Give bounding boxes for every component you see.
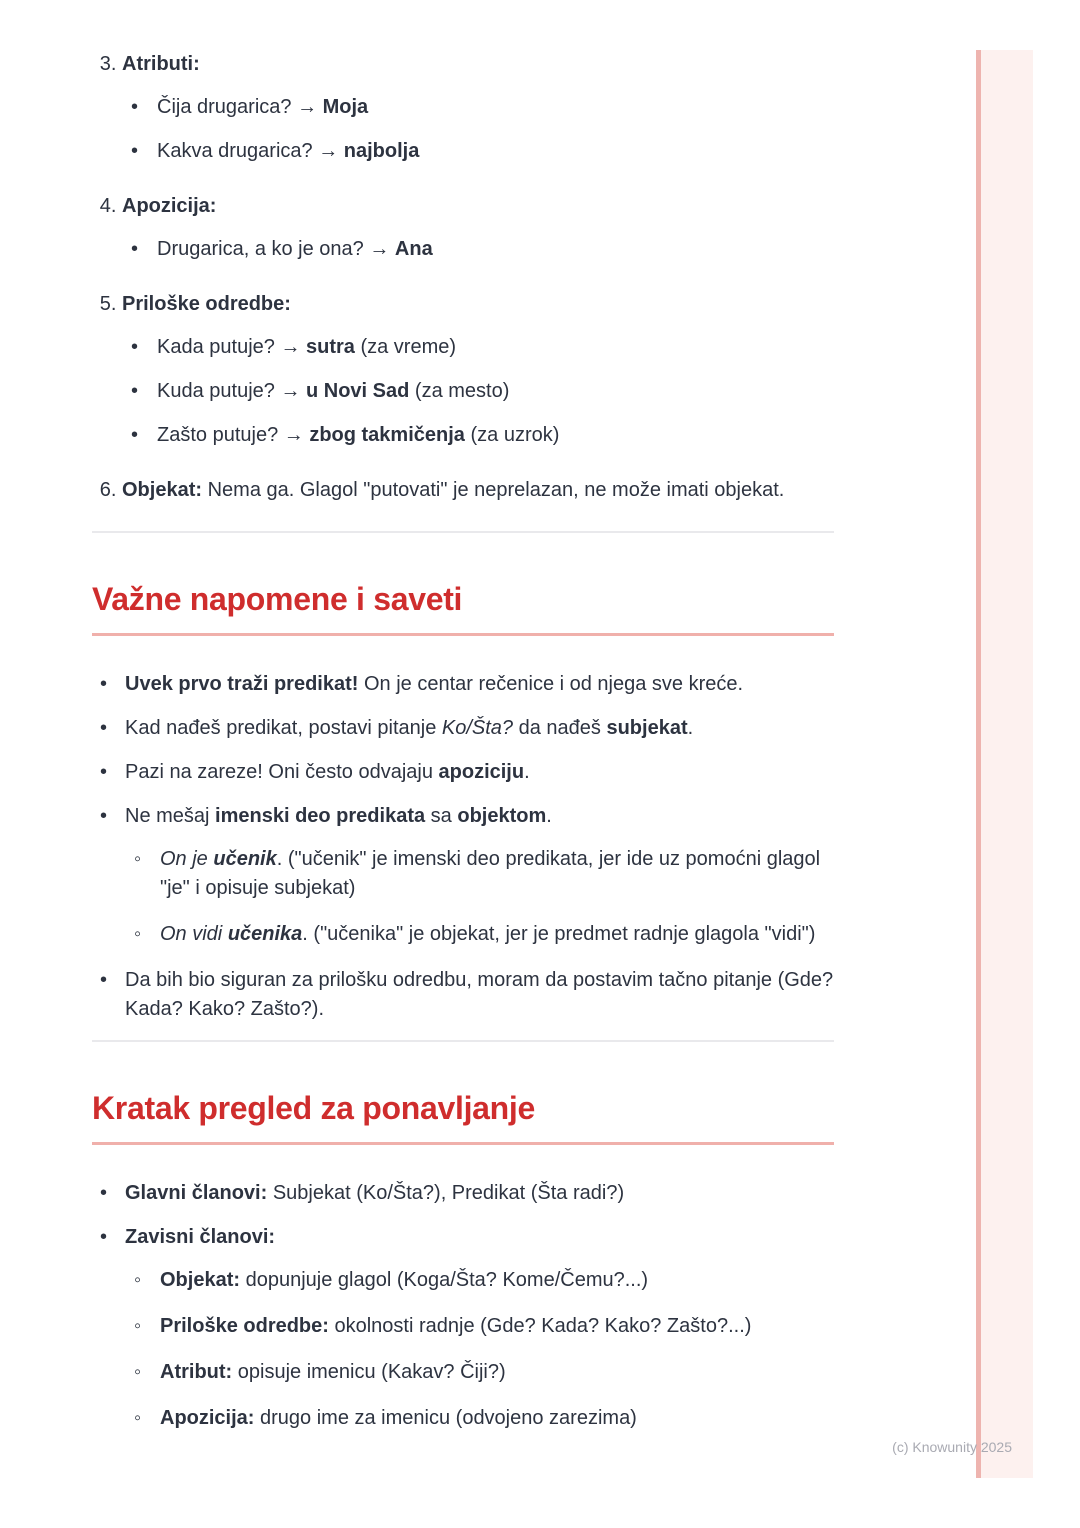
text-segment: učenika (227, 922, 303, 945)
text-segment: apoziciju (438, 760, 525, 783)
text-segment: On je centar rečenice i od njega sve kreće. (358, 672, 744, 695)
text-segment: Pazi na zareze! Oni često odvajaju (125, 760, 439, 783)
bullet-item (92, 966, 834, 1024)
document-content (92, 50, 834, 1450)
bullet-item (122, 377, 834, 406)
page-accent-bar (976, 50, 1033, 1478)
bullet-item (92, 1223, 834, 1433)
text-segment: subjekat (606, 716, 688, 739)
text-segment: sutra (306, 336, 355, 358)
section-divider (92, 1040, 834, 1042)
text-segment: Čija drugarica? → (157, 96, 323, 118)
text-segment: Zašto putuje? → (157, 424, 310, 446)
text-segment: Ko/Šta? (441, 716, 514, 739)
text-segment: On je (160, 847, 214, 870)
section-heading: Kratak pregled za ponavljanje (92, 1090, 834, 1145)
sub-bullet-item (125, 1404, 834, 1433)
text-segment: Apozicija: (122, 195, 217, 217)
text-segment: (za vreme) (354, 336, 457, 358)
text-segment: Atributi: (122, 53, 200, 75)
text-segment: . (524, 760, 530, 783)
sub-bullet-item (125, 920, 834, 949)
text-segment: On vidi (160, 922, 228, 945)
section-heading: Važne napomene i saveti (92, 581, 834, 636)
text-segment: Priloške odredbe: (160, 1314, 329, 1337)
bullet-item (122, 421, 834, 450)
text-segment: Kuda putuje? → (157, 380, 306, 402)
numbered-item (122, 290, 834, 450)
sub-bullet-item (125, 1358, 834, 1387)
text-segment: (za uzrok) (464, 424, 560, 446)
text-segment: Nema ga. Glagol "putovati" je neprelazan, ne može imati objekat. (202, 479, 785, 501)
text-segment: Apozicija: (160, 1406, 255, 1429)
text-segment: Ana (394, 238, 433, 260)
numbered-item (122, 192, 834, 264)
text-segment: Objekat: (122, 479, 203, 501)
text-segment: okolnosti radnje (Gde? Kada? Kako? Zašto?...) (328, 1314, 752, 1337)
numbered-list (92, 50, 834, 505)
sub-bullet-item (125, 1266, 834, 1295)
text-segment: Zavisni članovi: (125, 1225, 276, 1248)
text-segment: da nađeš (513, 716, 607, 739)
bullet-item (122, 93, 834, 122)
text-segment: Atribut: (160, 1360, 233, 1383)
sections-container (92, 531, 834, 1433)
text-segment: u Novi Sad (306, 380, 410, 402)
bullet-item (122, 333, 834, 362)
bullet-item (92, 1179, 834, 1208)
text-segment: imenski deo predikata (215, 804, 426, 827)
numbered-item (122, 50, 834, 166)
text-segment: Glavni članovi: (125, 1181, 268, 1204)
text-segment: učenik (213, 847, 277, 870)
text-segment: . (546, 804, 552, 827)
text-segment: (za mesto) (409, 380, 510, 402)
section-bullet-list (92, 1179, 834, 1433)
bullet-item (92, 670, 834, 699)
bullet-list (122, 333, 834, 450)
text-segment: Kada putuje? → (157, 336, 306, 358)
text-segment: Drugarica, a ko je ona? → (157, 238, 395, 260)
text-segment: Ne mešaj (125, 804, 216, 827)
text-segment: Kad nađeš predikat, postavi pitanje (125, 716, 442, 739)
text-segment: sa (425, 804, 458, 827)
text-segment: zbog takmičenja (309, 424, 465, 446)
text-segment: . ("učenika" je objekat, jer je predmet radnje glagola "vidi") (302, 922, 816, 945)
text-segment: Da bih bio siguran za prilošku odredbu, moram da postavim tačno pitanje (Gde? Kada? Kako? Zašto?). (125, 968, 834, 1020)
text-segment: opisuje imenicu (Kakav? Čiji?) (232, 1360, 506, 1383)
bullet-item (122, 235, 834, 264)
text-segment: . ("učenik" je imenski deo predikata, jer ide uz pomoćni glagol "je" i opisuje subjekat) (160, 847, 821, 899)
bullet-item (92, 802, 834, 949)
sub-bullet-list (125, 845, 834, 949)
numbered-item (122, 476, 834, 505)
section-divider (92, 531, 834, 533)
section-bullet-list (92, 670, 834, 1024)
text-segment: Priloške odredbe: (122, 293, 291, 315)
bullet-item (92, 714, 834, 743)
sub-bullet-list (125, 1266, 834, 1433)
text-segment: Objekat: (160, 1268, 241, 1291)
bullet-item (92, 758, 834, 787)
text-segment: najbolja (343, 140, 420, 162)
text-segment: . (687, 716, 694, 739)
bullet-item (122, 137, 834, 166)
text-segment: dopunjuje glagol (Koga/Šta? Kome/Čemu?...) (240, 1268, 649, 1291)
text-segment: drugo ime za imenicu (odvojeno zarezima) (254, 1406, 637, 1429)
text-segment: Moja (322, 96, 369, 118)
sub-bullet-item (125, 1312, 834, 1341)
sub-bullet-item (125, 845, 834, 903)
text-segment: Kakva drugarica? → (157, 140, 344, 162)
text-segment: Uvek prvo traži predikat! (125, 672, 359, 695)
bullet-list (122, 235, 834, 264)
text-segment: Subjekat (Ko/Šta?), Predikat (Šta radi?) (267, 1181, 625, 1204)
footer-credit: (c) Knowunity 2025 (892, 1439, 1012, 1455)
text-segment: objektom (457, 804, 547, 827)
bullet-list (122, 93, 834, 166)
